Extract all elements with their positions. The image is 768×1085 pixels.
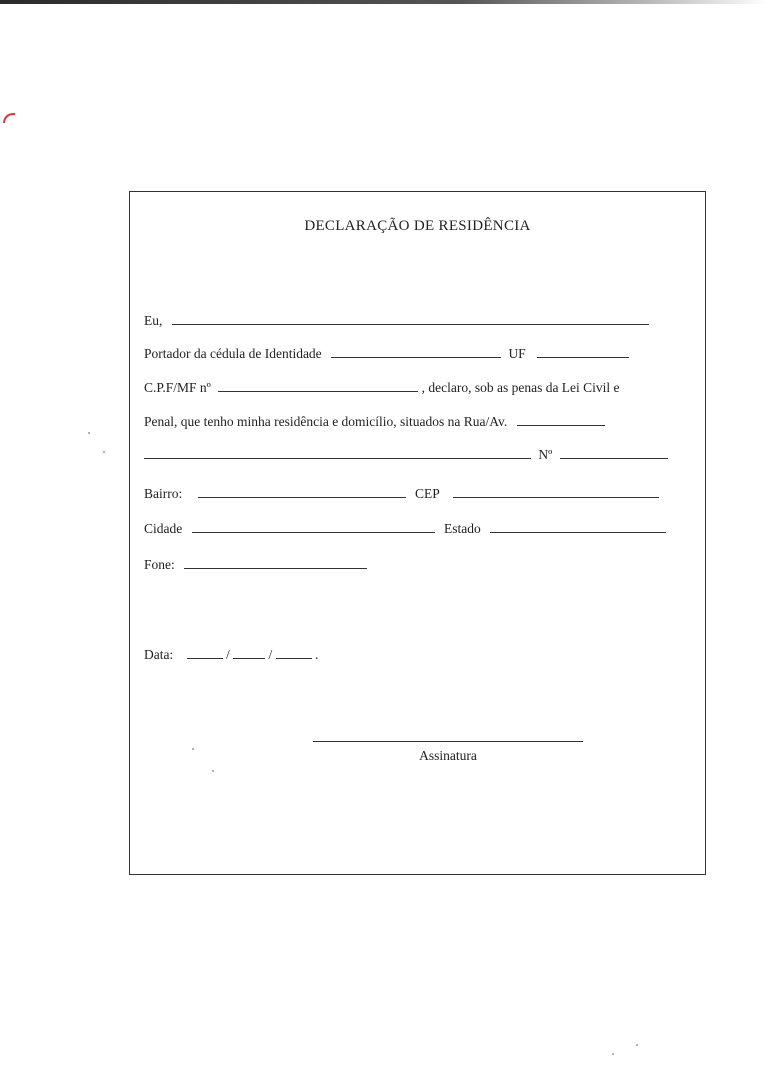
scan-mark <box>3 113 15 123</box>
bairro-row <box>144 485 659 503</box>
date-end: . <box>315 647 319 662</box>
cidade-field[interactable] <box>192 520 435 533</box>
street-continuation-field[interactable] <box>144 446 531 459</box>
numero-label: Nº <box>538 447 553 462</box>
numero-field[interactable] <box>560 446 668 459</box>
name-row <box>144 312 649 330</box>
scan-speck <box>103 451 105 453</box>
data-label: Data: <box>144 647 174 662</box>
month-field[interactable] <box>233 646 265 659</box>
scan-speck <box>612 1053 614 1055</box>
bairro-label: Bairro: <box>144 486 183 501</box>
bairro-field[interactable] <box>198 485 406 498</box>
fone-field[interactable] <box>184 556 367 569</box>
cpf-field[interactable] <box>218 379 418 392</box>
fone-row <box>144 556 367 574</box>
cep-label: CEP <box>415 486 440 501</box>
identity-row <box>144 345 629 363</box>
identity-field[interactable] <box>331 345 501 358</box>
penal-text: Penal, que tenho minha residência e domicílio, situados na Rua/Av. <box>144 414 508 429</box>
estado-field[interactable] <box>490 520 666 533</box>
form-title: DECLARAÇÃO DE RESIDÊNCIA <box>304 218 531 234</box>
signature-line[interactable] <box>313 741 583 742</box>
day-field[interactable] <box>187 646 223 659</box>
cidade-label: Cidade <box>144 521 183 536</box>
name-field[interactable] <box>172 312 649 325</box>
street-field[interactable] <box>517 413 605 426</box>
street-continuation-row <box>144 446 668 464</box>
cep-field[interactable] <box>453 485 659 498</box>
signature-label: Assinatura <box>419 748 477 763</box>
cpf-label: C.P.F/MF nº <box>144 380 211 395</box>
uf-field[interactable] <box>537 345 629 358</box>
cidade-row <box>144 520 666 538</box>
cpf-row <box>144 379 620 397</box>
date-separator: / <box>268 647 273 662</box>
declaro-text: , declaro, sob as penas da Lei Civil e <box>421 380 620 395</box>
scan-speck <box>636 1044 638 1046</box>
data-row <box>144 646 318 664</box>
scan-speck <box>88 432 90 434</box>
scan-top-edge <box>0 0 768 4</box>
declaration-form <box>129 191 706 875</box>
date-separator: / <box>226 647 230 662</box>
portador-label: Portador da cédula de Identidade <box>144 346 322 361</box>
estado-label: Estado <box>444 521 481 536</box>
year-field[interactable] <box>276 646 312 659</box>
eu-label: Eu, <box>144 313 163 328</box>
address-row <box>144 413 605 431</box>
fone-label: Fone: <box>144 557 175 572</box>
uf-label: UF <box>508 346 526 361</box>
